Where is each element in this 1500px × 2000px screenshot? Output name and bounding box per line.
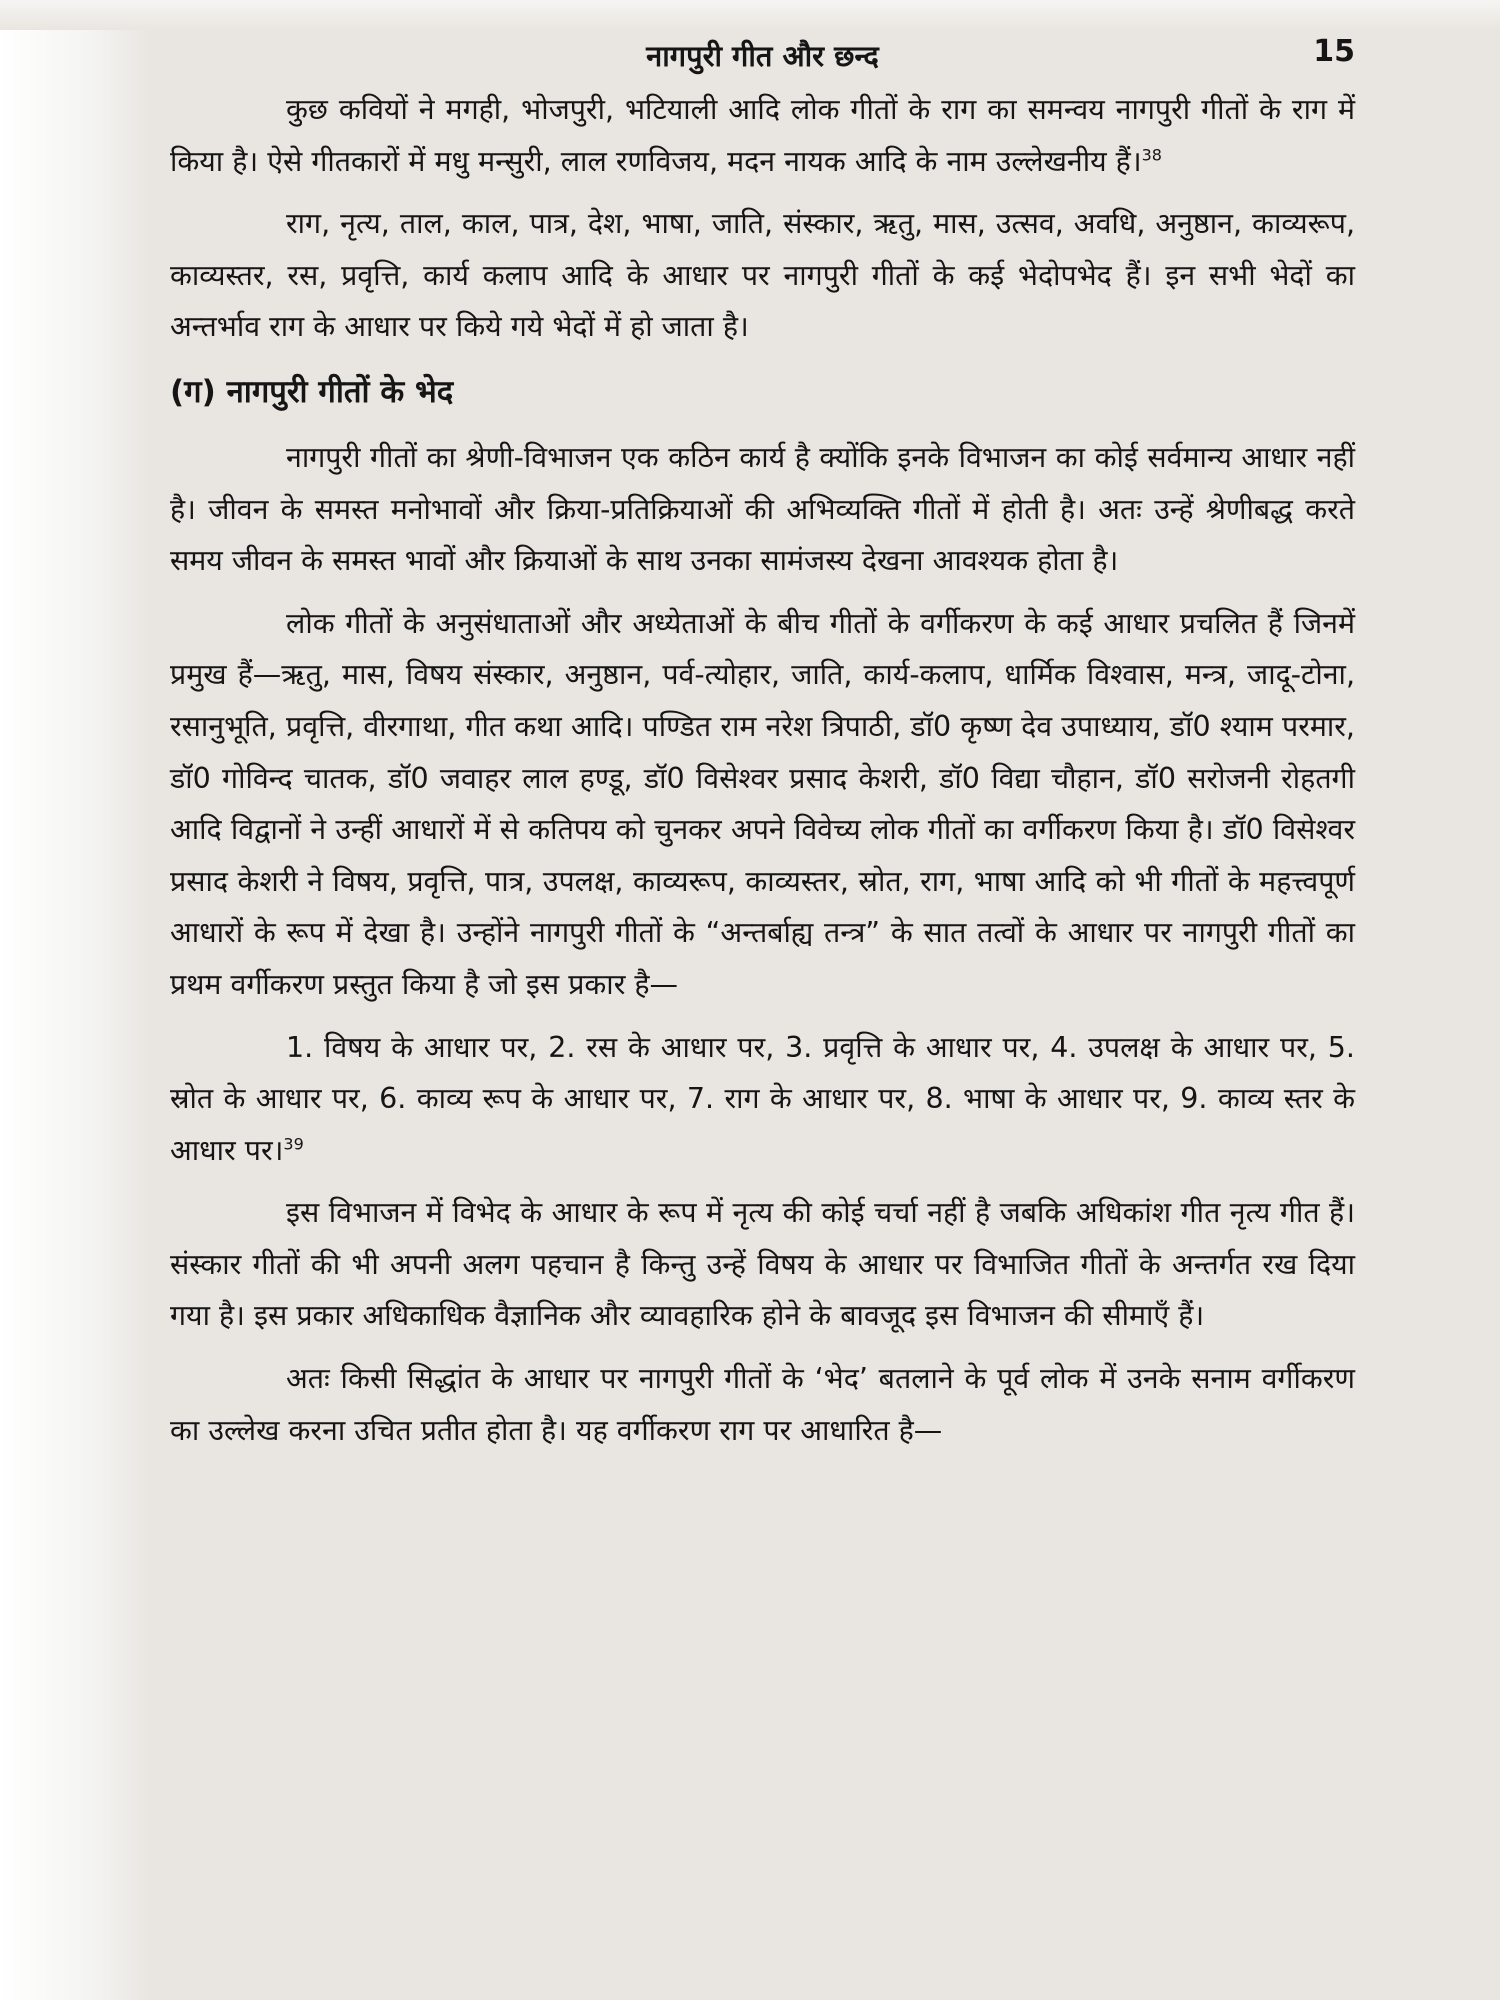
running-title: नागपुरी गीत और छन्द <box>646 39 879 73</box>
page-number: 15 <box>1313 34 1355 69</box>
book-page <box>170 24 1355 1467</box>
paragraph-6: इस विभाजन में विभेद के आधार के रूप में नृत्य की कोई चर्चा नहीं है जबकि अधिकांश गीत नृत्य गीत हैं। संस्कार गीतों की भी अपनी अलग पहचान है किन्तु उन्हें विषय के आधार पर विभाजित गीतों के अन्तर्गत रख दिया गया है। इस प्रकार अधिकाधिक वैज्ञानिक और व्यावहारिक होने के बावजूद इस विभाजन की सीमाएँ हैं। <box>170 1196 1355 1333</box>
scan-margin-left <box>0 0 150 2000</box>
paragraph-2: राग, नृत्य, ताल, काल, पात्र, देश, भाषा, जाति, संस्कार, ऋतु, मास, उत्सव, अवधि, अनुष्ठान, काव्यरूप, काव्यस्तर, रस, प्रवृत्ति, कार्य कलाप आदि के आधार पर नागपुरी गीतों के कई भेदोपभेद हैं। इन सभी भेदों का अन्तर्भाव राग के आधार पर किये गये भेदों में हो जाता है। <box>170 207 1355 344</box>
paragraph-1-text: कुछ कवियों ने मगही, भोजपुरी, भटियाली आदि लोक गीतों के राग का समन्वय नागपुरी गीतों के राग में किया है। ऐसे गीतकारों में मधु मन्सुरी, लाल रणविजय, मदन नायक आदि के नाम उल्लेखनीय हैं। <box>170 93 1355 178</box>
section-heading: (ग) नागपुरी गीतों के भेद <box>170 373 454 410</box>
paragraph-7: अतः किसी सिद्धांत के आधार पर नागपुरी गीतों के ‘भेद’ बतलाने के पूर्व लोक में उनके सनाम वर्गीकरण का उल्लेख करना उचित प्रतीत होता है। यह वर्गीकरण राग पर आधारित है— <box>170 1362 1355 1447</box>
classification-list <box>170 1022 1355 1177</box>
footnote-ref-39: 39 <box>283 1134 304 1154</box>
paragraph-4: लोक गीतों के अनुसंधाताओं और अध्येताओं के बीच गीतों के वर्गीकरण के कई आधार प्रचलित हैं जिनमें प्रमुख हैं—ऋतु, मास, विषय संस्कार, अनुष्ठान, पर्व-त्योहार, जाति, कार्य-कलाप, धार्मिक विश्वास, मन्त्र, जादू-टोना, रसानुभूति, प्रवृत्ति, वीरगाथा, गीत कथा आदि। पण्डित राम नरेश त्रिपाठी, डॉ0 कृष्ण देव उपाध्याय, डॉ0 श्याम परमार, डॉ0 गोविन्द चातक, डॉ0 जवाहर लाल हण्डू, डॉ0 विसेश्वर प्रसाद केशरी, डॉ0 विद्या चौहान, डॉ0 सरोजनी रोहतगी आदि विद्वानों ने उन्हीं आधारों में से कतिपय को चुनकर अपने विवेच्य लोक गीतों का वर्गीकरण किया है। डॉ0 विसेश्वर प्रसाद केशरी ने विषय, प्रवृत्ति, पात्र, उपलक्ष, काव्यरूप, काव्यस्तर, स्रोत, राग, भाषा आदि को भी गीतों के महत्त्वपूर्ण आधारों के रूप में देखा है। उन्होंने नागपुरी गीतों के “अन्तर्बाह्य तन्त्र” के सात तत्वों के आधार पर नागपुरी गीतों का प्रथम वर्गीकरण प्रस्तुत किया है जो इस प्रकार है— <box>170 606 1355 1001</box>
paragraph-3: नागपुरी गीतों का श्रेणी-विभाजन एक कठिन कार्य है क्योंकि इनके विभाजन का कोई सर्वमान्य आधार नहीं है। जीवन के समस्त मनोभावों और क्रिया-प्रतिक्रियाओं की अभिव्यक्ति गीतों में होती है। अतः उन्हें श्रेणीबद्ध करते समय जीवन के समस्त भावों और क्रियाओं के साथ उनका सामंजस्य देखना आवश्यक होता है। <box>170 440 1355 578</box>
page-header <box>170 24 1355 84</box>
footnote-ref-38: 38 <box>1141 145 1162 165</box>
classification-list-text: 1. विषय के आधार पर, 2. रस के आधार पर, 3. प्रवृत्ति के आधार पर, 4. उपलक्ष के आधार पर, 5. स्रोत के आधार पर, 6. काव्य रूप के आधार पर, 7. राग के आधार पर, 8. भाषा के आधार पर, 9. काव्य स्तर के आधार पर। <box>170 1030 1355 1167</box>
body-text <box>170 84 1355 1456</box>
paragraph-1 <box>170 84 1355 187</box>
